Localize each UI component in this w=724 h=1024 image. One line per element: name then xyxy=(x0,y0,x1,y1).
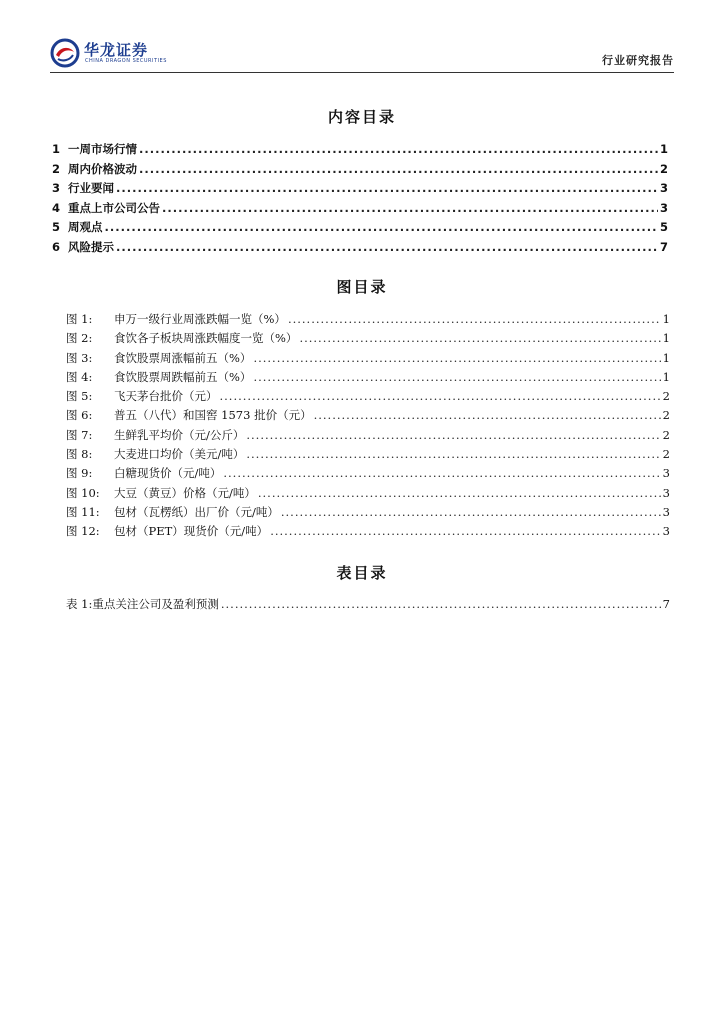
figure-item[interactable] xyxy=(66,388,670,407)
table-item[interactable] xyxy=(66,596,670,615)
figure-item[interactable] xyxy=(66,523,670,542)
leader-dots xyxy=(221,597,661,611)
toc-item-label: 周观点 xyxy=(68,220,103,234)
figure-label: 生鲜乳平均价（元/公斤） xyxy=(114,427,245,442)
figure-label: 大豆（黄豆）价格（元/吨） xyxy=(114,485,256,500)
figure-label: 食饮股票周跌幅前五（%） xyxy=(114,369,252,384)
leader-dots xyxy=(116,181,658,195)
toc-item-number: 1 xyxy=(52,142,61,156)
figure-item[interactable] xyxy=(66,311,670,330)
figure-tag: 图 3: xyxy=(66,350,93,365)
leader-dots xyxy=(139,142,658,156)
toc-item-label: 重点上市公司公告 xyxy=(68,200,160,215)
figure-item[interactable] xyxy=(66,330,670,349)
figure-label: 飞天茅台批价（元） xyxy=(114,389,218,404)
figure-page: 1 xyxy=(662,350,670,365)
toc-list xyxy=(52,141,668,258)
figure-page: 3 xyxy=(662,504,670,519)
leader-dots xyxy=(116,240,658,254)
table-list xyxy=(66,596,670,615)
leader-dots xyxy=(253,370,660,384)
page-header xyxy=(50,36,674,72)
toc-item-label: 周内价格波动 xyxy=(68,161,137,176)
toc-item-label: 行业要闻 xyxy=(68,181,114,195)
figure-list xyxy=(66,311,670,543)
toc-item-page: 1 xyxy=(659,142,668,156)
figure-item[interactable] xyxy=(66,504,670,523)
dragon-logo-icon xyxy=(50,38,80,68)
toc-item[interactable] xyxy=(52,239,668,259)
leader-dots xyxy=(220,389,661,403)
table-page: 7 xyxy=(662,597,670,611)
figure-tag: 图 9: xyxy=(66,466,93,481)
figure-item[interactable] xyxy=(66,350,670,369)
leader-dots xyxy=(258,486,661,500)
table-label: 重点关注公司及盈利预测 xyxy=(92,597,219,611)
figure-item[interactable] xyxy=(66,465,670,484)
figure-tag: 图 7: xyxy=(66,427,93,442)
leader-dots xyxy=(314,408,661,422)
leader-dots xyxy=(299,331,660,345)
toc-item[interactable] xyxy=(52,161,668,181)
logo-chinese-text: 华龙证券 xyxy=(84,41,149,59)
toc-item-number: 5 xyxy=(52,220,61,234)
figure-label: 食饮各子板块周涨跌幅度一览（%） xyxy=(114,331,298,346)
toc-item-page: 5 xyxy=(659,220,668,234)
figure-tag: 图 4: xyxy=(66,369,93,384)
toc-item-number: 2 xyxy=(52,161,61,176)
figure-tag: 图 2: xyxy=(66,331,93,346)
leader-dots xyxy=(270,524,660,538)
toc-title: 内容目录 xyxy=(327,108,396,126)
leader-dots xyxy=(223,466,660,480)
figure-label: 白糖现货价（元/吨） xyxy=(114,466,222,481)
toc-item[interactable] xyxy=(52,200,668,220)
toc-item-page: 3 xyxy=(659,181,668,195)
figure-page: 3 xyxy=(662,466,670,481)
figure-item[interactable] xyxy=(66,369,670,388)
figure-label: 大麦进口均价（美元/吨） xyxy=(114,447,245,462)
toc-item-number: 4 xyxy=(52,200,61,215)
leader-dots xyxy=(139,162,658,176)
figure-tag: 图 12: xyxy=(66,524,100,539)
figure-label: 食饮股票周涨幅前五（%） xyxy=(114,350,252,365)
figure-tag: 图 8: xyxy=(66,447,93,462)
figure-item[interactable] xyxy=(66,407,670,426)
figure-item[interactable] xyxy=(66,485,670,504)
toc-item-label: 风险提示 xyxy=(68,239,114,254)
leader-dots xyxy=(246,447,660,461)
figure-item[interactable] xyxy=(66,446,670,465)
figure-tag: 图 11: xyxy=(66,504,100,519)
figure-item[interactable] xyxy=(66,427,670,446)
figure-page: 2 xyxy=(662,447,670,462)
toc-item[interactable] xyxy=(52,141,668,161)
toc-item-page: 3 xyxy=(659,200,668,215)
header-divider xyxy=(50,72,674,73)
figure-page: 2 xyxy=(662,408,670,423)
figure-label: 申万一级行业周涨跌幅一览（%） xyxy=(114,312,286,326)
figure-label: 普五（八代）和国窖 1573 批价（元） xyxy=(114,408,312,423)
report-type-label: 行业研究报告 xyxy=(602,54,674,67)
figure-page: 2 xyxy=(662,427,670,442)
figure-label: 包材（PET）现货价（元/吨） xyxy=(114,524,269,539)
toc-item-page: 7 xyxy=(659,239,668,254)
toc-item-number: 3 xyxy=(52,181,61,195)
figure-tag: 图 5: xyxy=(66,389,93,404)
leader-dots xyxy=(288,312,661,326)
leader-dots xyxy=(281,505,661,519)
figure-tag: 图 6: xyxy=(66,408,93,423)
figure-page: 1 xyxy=(662,312,670,326)
figure-tag: 图 1: xyxy=(66,312,93,326)
toc-item-number: 6 xyxy=(52,239,61,254)
leader-dots xyxy=(162,201,658,215)
table-tag: 表 1: xyxy=(66,597,93,611)
figure-page: 2 xyxy=(662,389,670,404)
figures-title: 图目录 xyxy=(336,278,388,296)
logo-english-text: CHINA DRAGON SECURITIES xyxy=(85,58,167,64)
leader-dots xyxy=(246,428,660,442)
figure-label: 包材（瓦楞纸）出厂价（元/吨） xyxy=(114,504,279,519)
toc-item-label: 一周市场行情 xyxy=(68,142,137,156)
figure-page: 3 xyxy=(662,524,670,539)
figure-page: 1 xyxy=(662,331,670,346)
leader-dots xyxy=(105,220,658,234)
toc-item[interactable] xyxy=(52,180,668,200)
figure-page: 3 xyxy=(662,485,670,500)
figure-tag: 图 10: xyxy=(66,485,100,500)
toc-item-page: 2 xyxy=(659,161,668,176)
toc-item[interactable] xyxy=(52,219,668,239)
leader-dots xyxy=(253,351,660,365)
tables-title: 表目录 xyxy=(336,564,388,582)
figure-page: 1 xyxy=(662,369,670,384)
